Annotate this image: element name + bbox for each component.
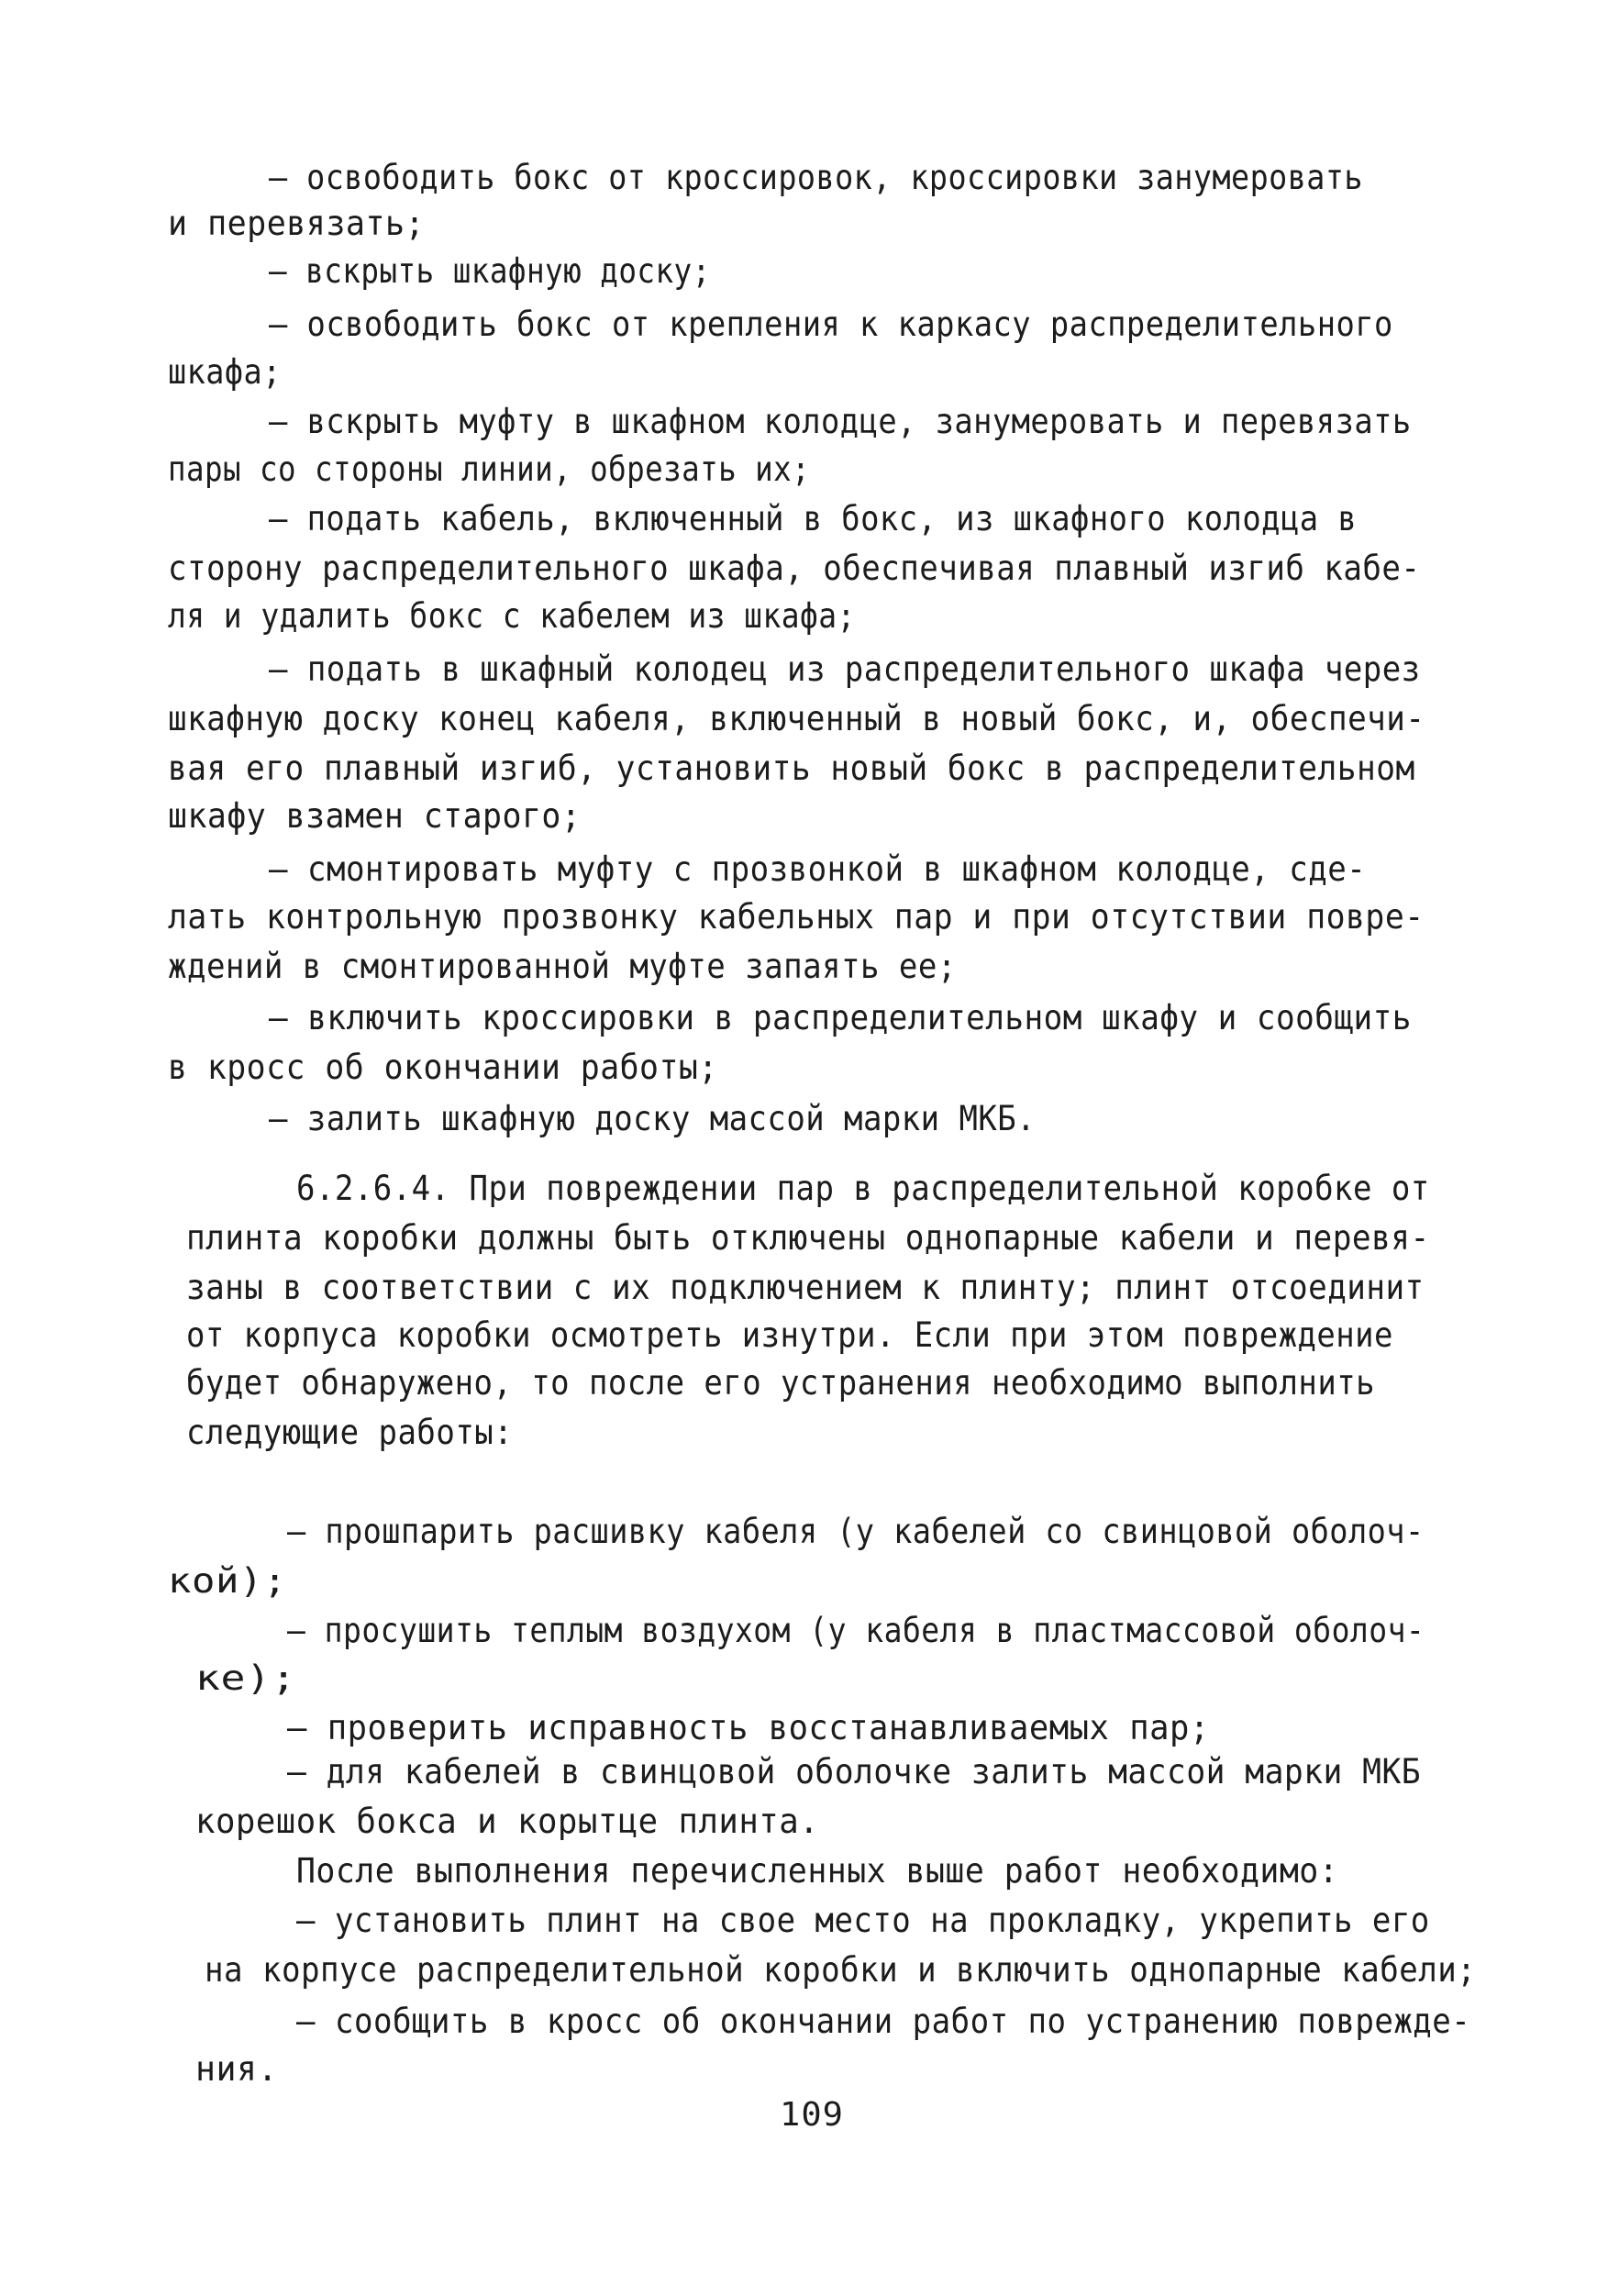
text-line: – для кабелей в свинцовой оболочке залить массой марки МКБ xyxy=(287,1752,1422,1791)
text-line: – освободить бокс от крепления к каркасу распределительного xyxy=(269,305,1393,344)
text-line: на корпусе распределительной коробки и включить однопарные кабели; xyxy=(205,1950,1477,1990)
text-line: корешок бокса и корытце плинта. xyxy=(195,1802,820,1841)
text-line: от корпуса коробки осмотреть изнутри. Если при этом повреждение xyxy=(186,1315,1393,1355)
text-line: кой); xyxy=(168,1561,287,1601)
text-line: плинта коробки должны быть отключены однопарные кабели и перевя- xyxy=(186,1218,1430,1258)
text-line: – прошпарить расшивку кабеля (у кабелей со свинцовой оболоч- xyxy=(287,1512,1425,1551)
text-line: – смонтировать муфту с прозвонкой в шкафном колодце, сде- xyxy=(269,849,1367,889)
text-line: ния. xyxy=(195,2049,279,2089)
text-line: – подать в шкафный колодец из распределительного шкафа через xyxy=(269,649,1421,689)
text-line: – вскрыть муфту в шкафном колодце, занумеровать и перевязать xyxy=(269,402,1412,441)
text-line: 6.2.6.4. При повреждении пар в распределительной коробке от xyxy=(296,1169,1430,1208)
text-line: шкафу взамен старого; xyxy=(168,796,582,836)
text-line: заны в соответствии с их подключением к плинту; плинт отсоединит xyxy=(186,1268,1425,1307)
text-line: – сообщить в кросс об окончании работ по устранению поврежде- xyxy=(296,2002,1471,2041)
text-line: – включить кроссировки в распределительном шкафу и сообщить xyxy=(269,998,1412,1037)
text-line: будет обнаружено, то после его устранения необходимо выполнить xyxy=(186,1363,1376,1403)
text-line: в кросс об окончании работы; xyxy=(168,1048,718,1087)
text-line: – просушить теплым воздухом (у кабеля в пластмассовой оболоч- xyxy=(287,1611,1425,1650)
text-line: лать контрольную прозвонку кабельных пар и при отсутствии повре- xyxy=(168,897,1425,937)
text-line: ке); xyxy=(195,1658,297,1698)
text-line: – установить плинт на свое место на прокладку, укрепить его xyxy=(296,1901,1430,1940)
text-line: шкафа; xyxy=(168,352,282,392)
text-line: следующие работы: xyxy=(186,1413,514,1452)
text-line: – проверить исправность восстанавливаемых пар; xyxy=(287,1708,1210,1747)
text-line: После выполнения перечисленных выше работ необходимо: xyxy=(296,1851,1339,1891)
text-line: вая его плавный изгиб, установить новый бокс в распределительном xyxy=(168,749,1415,788)
text-line: – освободить бокс от кроссировок, кроссировки занумеровать xyxy=(269,158,1364,197)
text-line: шкафную доску конец кабеля, включенный в новый бокс, и, обеспечи- xyxy=(168,699,1425,738)
text-line: – подать кабель, включенный в бокс, из шкафного колодца в xyxy=(269,499,1358,538)
page-number: 109 xyxy=(780,2096,845,2134)
text-line: ля и удалить бокс с кабелем из шкафа; xyxy=(168,596,856,636)
text-line: и перевязать; xyxy=(168,204,426,243)
text-line: – вскрыть шкафную доску; xyxy=(269,251,711,291)
text-line: – залить шкафную доску массой марки МКБ. xyxy=(269,1099,1037,1138)
text-line: сторону распределительного шкафа, обеспечивая плавный изгиб кабе- xyxy=(168,549,1421,588)
text-line: ждений в смонтированной муфте запаять ее; xyxy=(168,947,957,986)
text-line: пары со стороны линии, обрезать их; xyxy=(168,449,811,489)
